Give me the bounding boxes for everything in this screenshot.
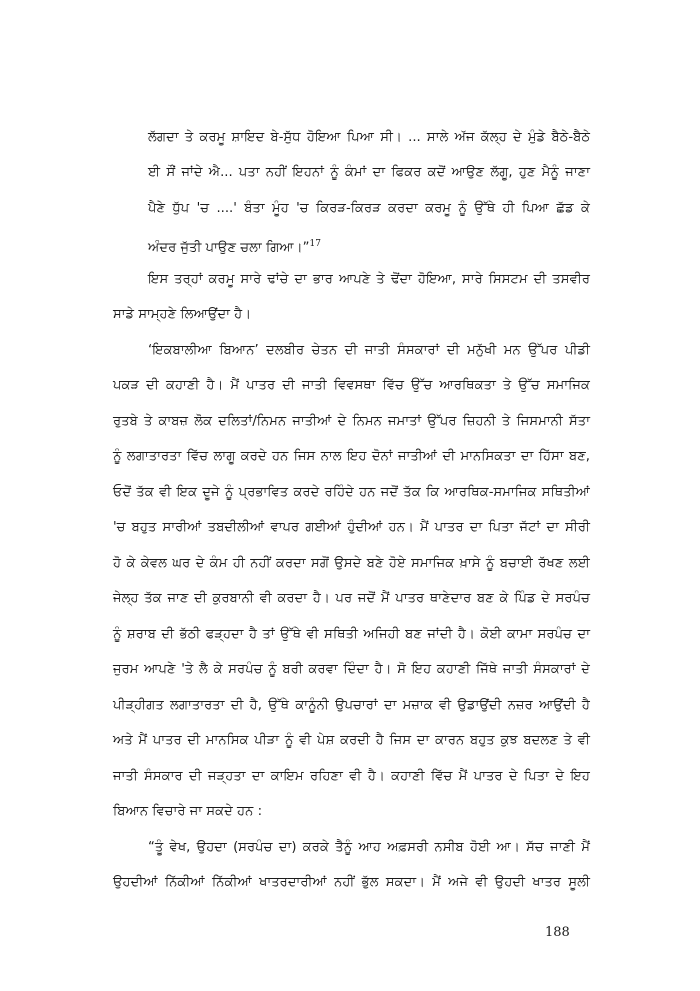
text-line: ਪੀੜ੍ਹੀਗਤ ਲਗਾਤਾਰਤਾ ਦੀ ਹੈ, ਉੱਥੇ ਕਾਨੂੰਨੀ ਉਪਚਾਰਾਂ ਦਾ ਮਜ਼ਾਕ ਵੀ ਉਡਾਉਂਦੀ ਨਜ਼ਰ ਆਉਂਦੀ ਹੈ xyxy=(113,698,590,713)
text-line: ਪੈਣੇ ਧੁੱਪ 'ਚ ....' ਬੰਤਾ ਮੂੰਹ 'ਚ ਕਿਰੜ-ਕਿਰੜ ਕਰਦਾ ਕਰਮੂ ਨੂੰ ਉੱਥੇ ਹੀ ਪਿਆ ਛੱਡ ਕੇ xyxy=(148,201,590,216)
text-line: ਨੂੰ ਸ਼ਰਾਬ ਦੀ ਭੱਠੀ ਫੜ੍ਹਦਾ ਹੈ ਤਾਂ ਉੱਥੇ ਵੀ ਸਥਿਤੀ ਅਜਿਹੀ ਬਣ ਜਾਂਦੀ ਹੈ। ਕੋਈ ਕਾਮਾ ਸਰਪੰਚ ਦਾ xyxy=(113,627,590,642)
text-line: ਬਿਆਨ ਵਿਚਾਰੇ ਜਾ ਸਕਦੇ ਹਨ : xyxy=(113,804,263,819)
text-line: ਈ ਸੌਂ ਜਾਂਦੇ ਐ... ਪਤਾ ਨਹੀਂ ਇਹਨਾਂ ਨੂੰ ਕੰਮਾਂ ਦਾ ਫਿਕਰ ਕਦੋਂ ਆਉਣ ਲੱਗੂ, ਹੁਣ ਮੈਨੂੰ ਜਾਣਾ xyxy=(148,165,590,180)
text-line: ਜੇਲ੍ਹ ਤੱਕ ਜਾਣ ਦੀ ਕੁਰਬਾਨੀ ਵੀ ਕਰਦਾ ਹੈ। ਪਰ ਜਦੋਂ ਮੈਂ ਪਾਤਰ ਥਾਣੇਦਾਰ ਬਣ ਕੇ ਪਿੰਡ ਦੇ ਸਰਪੰਚ xyxy=(113,591,590,606)
quote-text: ਅੰਦਰ ਜੁੱਤੀ ਪਾਉਣ ਚਲਾ ਗਿਆ।” xyxy=(148,240,310,256)
text-line: ਜਾਤੀ ਸੰਸਕਾਰ ਦੀ ਜੜ੍ਹਤਾ ਦਾ ਕਾਇਮ ਰਹਿਣਾ ਵੀ ਹੈ। ਕਹਾਣੀ ਵਿੱਚ ਮੈਂ ਪਾਤਰ ਦੇ ਪਿਤਾ ਦੇ ਇਹ xyxy=(113,769,590,784)
text-line: ਸਾਡੇ ਸਾਮ੍ਹਣੇ ਲਿਆਉਂਦਾ ਹੈ। xyxy=(113,307,252,322)
text-line: ਉਹਦੀਆਂ ਨਿੱਕੀਆਂ ਨਿੱਕੀਆਂ ਖਾਤਰਦਾਰੀਆਂ ਨਹੀਂ ਭੁੱਲ ਸਕਦਾ। ਮੈਂ ਅਜੇ ਵੀ ਉਹਦੀ ਖਾਤਰ ਸੂਲੀ xyxy=(113,875,590,890)
text-line: ਓਦੋਂ ਤੱਕ ਵੀ ਇਕ ਦੂਜੇ ਨੂੰ ਪ੍ਰਭਾਵਿਤ ਕਰਦੇ ਰਹਿੰਦੇ ਹਨ ਜਦੋਂ ਤੱਕ ਕਿ ਆਰਥਿਕ-ਸਮਾਜਿਕ ਸਥਿਤੀਆਂ xyxy=(113,485,590,500)
text-line: ਇਸ ਤਰ੍ਹਾਂ ਕਰਮੂ ਸਾਰੇ ਢਾਂਚੇ ਦਾ ਭਾਰ ਆਪਣੇ ਤੇ ਢੋਂਦਾ ਹੋਇਆ, ਸਾਰੇ ਸਿਸਟਮ ਦੀ ਤਸਵੀਰ xyxy=(148,272,590,287)
text-line: ਹੋ ਕੇ ਕੇਵਲ ਘਰ ਦੇ ਕੰਮ ਹੀ ਨਹੀਂ ਕਰਦਾ ਸਗੋਂ ਉਸਦੇ ਬਣੇ ਹੋਏ ਸਮਾਜਿਕ ਖ਼ਾਸੇ ਨੂੰ ਬਚਾਈ ਰੱਖਣ ਲਈ xyxy=(113,556,590,571)
text-line: ਅਤੇ ਮੈਂ ਪਾਤਰ ਦੀ ਮਾਨਸਿਕ ਪੀੜਾ ਨੂੰ ਵੀ ਪੇਸ਼ ਕਰਦੀ ਹੈ ਜਿਸ ਦਾ ਕਾਰਨ ਬਹੁਤ ਕੁਝ ਬਦਲਣ ਤੇ ਵੀ xyxy=(113,733,590,748)
text-line: ਰੁਤਬੇ ਤੇ ਕਾਬਜ਼ ਲੋਕ ਦਲਿਤਾਂ/ਨਿਮਨ ਜਾਤੀਆਂ ਦੇ ਨਿਮਨ ਜਮਾਤਾਂ ਉੱਪਰ ਜ਼ਿਹਨੀ ਤੇ ਜਿਸਮਾਨੀ ਸੱਤਾ xyxy=(113,414,590,429)
page-number: 188 xyxy=(545,925,570,940)
footnote-reference: 17 xyxy=(309,239,321,249)
text-line: ‘ਇਕਬਾਲੀਆ ਬਿਆਨ’ ਦਲਬੀਰ ਚੇਤਨ ਦੀ ਜਾਤੀ ਸੰਸਕਾਰਾਂ ਦੀ ਮਨੁੱਖੀ ਮਨ ਉੱਪਰ ਪੀਡੀ xyxy=(148,343,590,358)
text-line: ਨੂੰ ਲਗਾਤਾਰਤਾ ਵਿੱਚ ਲਾਗੂ ਕਰਦੇ ਹਨ ਜਿਸ ਨਾਲ ਇਹ ਦੋਨਾਂ ਜਾਤੀਆਂ ਦੀ ਮਾਨਸਿਕਤਾ ਦਾ ਹਿੱਸਾ ਬਣ, xyxy=(113,449,590,464)
text-line: “ਤੂੰ ਵੇਖ, ਉਹਦਾ (ਸਰਪੰਚ ਦਾ) ਕਰਕੇ ਤੈਨੂੰ ਆਹ ਅਫ਼ਸਰੀ ਨਸੀਬ ਹੋਈ ਆ। ਸੱਚ ਜਾਣੀ ਮੈਂ xyxy=(148,840,590,855)
text-line: ਪਕੜ ਦੀ ਕਹਾਣੀ ਹੈ। ਮੈਂ ਪਾਤਰ ਦੀ ਜਾਤੀ ਵਿਵਸਥਾ ਵਿੱਚ ਉੱਚ ਆਰਥਿਕਤਾ ਤੇ ਉੱਚ ਸਮਾਜਿਕ xyxy=(113,378,590,393)
text-line: ਜੁਰਮ ਆਪਣੇ 'ਤੇ ਲੈ ਕੇ ਸਰਪੰਚ ਨੂੰ ਬਰੀ ਕਰਵਾ ਦਿੰਦਾ ਹੈ। ਸੋ ਇਹ ਕਹਾਣੀ ਜਿੱਥੇ ਜਾਤੀ ਸੰਸਕਾਰਾਂ ਦੇ xyxy=(113,662,590,677)
text-line xyxy=(148,234,590,258)
text-line: 'ਚ ਬਹੁਤ ਸਾਰੀਆਂ ਤਬਦੀਲੀਆਂ ਵਾਪਰ ਗਈਆਂ ਹੁੰਦੀਆਂ ਹਨ। ਮੈਂ ਪਾਤਰ ਦਾ ਪਿਤਾ ਜੱਟਾਂ ਦਾ ਸੀਰੀ xyxy=(113,520,590,535)
text-line: ਲੱਗਦਾ ਤੇ ਕਰਮੂ ਸ਼ਾਇਦ ਬੇ-ਸੁੱਧ ਹੋਇਆ ਪਿਆ ਸੀ। ... ਸਾਲੇ ਅੱਜ ਕੱਲ੍ਹ ਦੇ ਮੁੰਡੇ ਬੈਠੇ-ਬੈਠੇ xyxy=(148,130,590,145)
